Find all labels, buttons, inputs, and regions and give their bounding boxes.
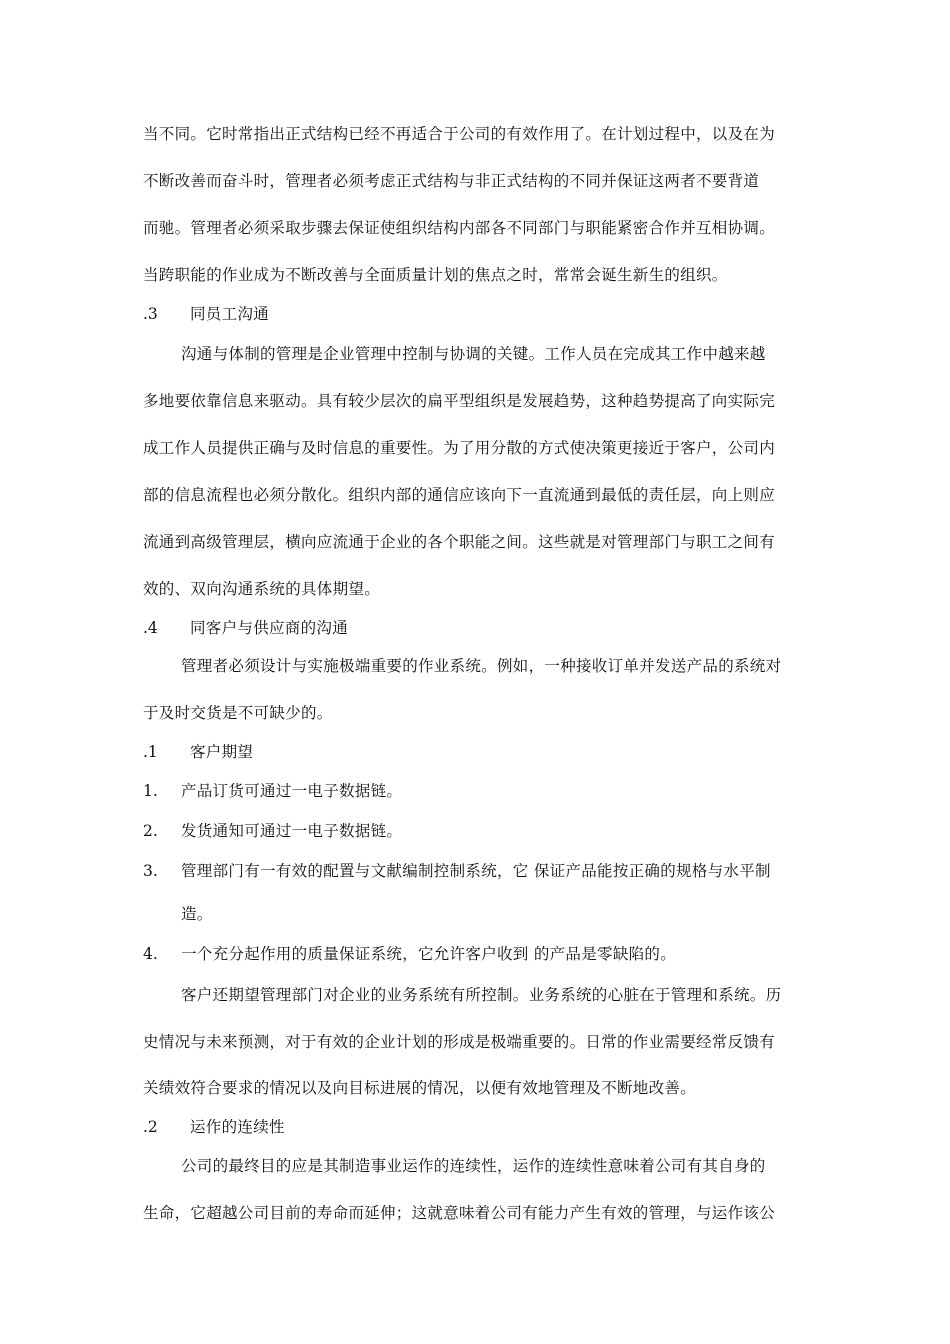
paragraph-line: 管理者必须设计与实施极端重要的作业系统。例如，一种接收订单并发送产品的系统对 bbox=[181, 657, 782, 675]
list-item-continuation: 造。 bbox=[181, 905, 213, 923]
paragraph-line: 生命，它超越公司目前的寿命而延伸；这就意味着公司有能力产生有效的管理，与运作该公 bbox=[143, 1204, 776, 1222]
paragraph-line: 当跨职能的作业成为不断改善与全面质量计划的焦点之时，常常会诞生新生的组织。 bbox=[143, 266, 728, 284]
list-number: 4. bbox=[143, 945, 158, 963]
list-item: 一个充分起作用的质量保证系统，它允许客户收到 的产品是零缺陷的。 bbox=[181, 945, 677, 963]
section-title: 运作的连续性 bbox=[190, 1118, 285, 1136]
list-item: 管理部门有一有效的配置与文献编制控制系统，它 保证产品能按正确的规格与水平制 bbox=[181, 862, 771, 880]
paragraph-line: 当不同。它时常指出正式结构已经不再适合于公司的有效作用了。在计划过程中，以及在为 bbox=[143, 125, 776, 143]
section-number: .4 bbox=[143, 619, 158, 637]
section-title: 同员工沟通 bbox=[190, 305, 270, 323]
paragraph-line: 部的信息流程也必须分散化。组织内部的通信应该向下一直流通到最低的责任层，向上则应 bbox=[143, 486, 776, 504]
list-item: 发货通知可通过一电子数据链。 bbox=[181, 822, 403, 840]
paragraph-line: 史情况与未来预测，对于有效的企业计划的形成是极端重要的。日常的作业需要经常反馈有 bbox=[143, 1033, 776, 1051]
paragraph-line: 而驰。管理者必须采取步骤去保证使组织结构内部各不同部门与职能紧密合作并互相协调。 bbox=[143, 219, 776, 237]
paragraph-line: 公司的最终目的应是其制造事业运作的连续性，运作的连续性意味着公司有其自身的 bbox=[181, 1157, 766, 1175]
paragraph-line: 关绩效符合要求的情况以及向目标进展的情况，以便有效地管理及不断地改善。 bbox=[143, 1079, 697, 1097]
paragraph-line: 多地要依靠信息来驱动。具有较少层次的扁平型组织是发展趋势，这种趋势提高了向实际完 bbox=[143, 392, 776, 410]
section-number: .2 bbox=[143, 1118, 158, 1136]
section-number: .3 bbox=[143, 305, 158, 323]
section-title: 客户期望 bbox=[190, 743, 254, 761]
section-number: .1 bbox=[143, 743, 158, 761]
list-number: 1. bbox=[143, 782, 158, 800]
paragraph-line: 流通到高级管理层，横向应流通于企业的各个职能之间。这些就是对管理部门与职工之间有 bbox=[143, 533, 776, 551]
paragraph-line: 成工作人员提供正确与及时信息的重要性。为了用分散的方式使决策更接近于客户，公司内 bbox=[143, 439, 776, 457]
paragraph-line: 于及时交货是不可缺少的。 bbox=[143, 704, 333, 722]
list-number: 3. bbox=[143, 862, 158, 880]
paragraph-line: 不断改善而奋斗时，管理者必须考虑正式结构与非正式结构的不同并保证这两者不要背道 bbox=[143, 172, 760, 190]
list-item: 产品订货可通过一电子数据链。 bbox=[181, 782, 403, 800]
section-title: 同客户与供应商的沟通 bbox=[190, 619, 349, 637]
paragraph-line: 沟通与体制的管理是企业管理中控制与协调的关键。工作人员在完成其工作中越来越 bbox=[181, 345, 766, 363]
paragraph-line: 效的、双向沟通系统的具体期望。 bbox=[143, 580, 381, 598]
paragraph-line: 客户还期望管理部门对企业的业务系统有所控制。业务系统的心脏在于管理和系统。历 bbox=[181, 986, 782, 1004]
list-number: 2. bbox=[143, 822, 158, 840]
